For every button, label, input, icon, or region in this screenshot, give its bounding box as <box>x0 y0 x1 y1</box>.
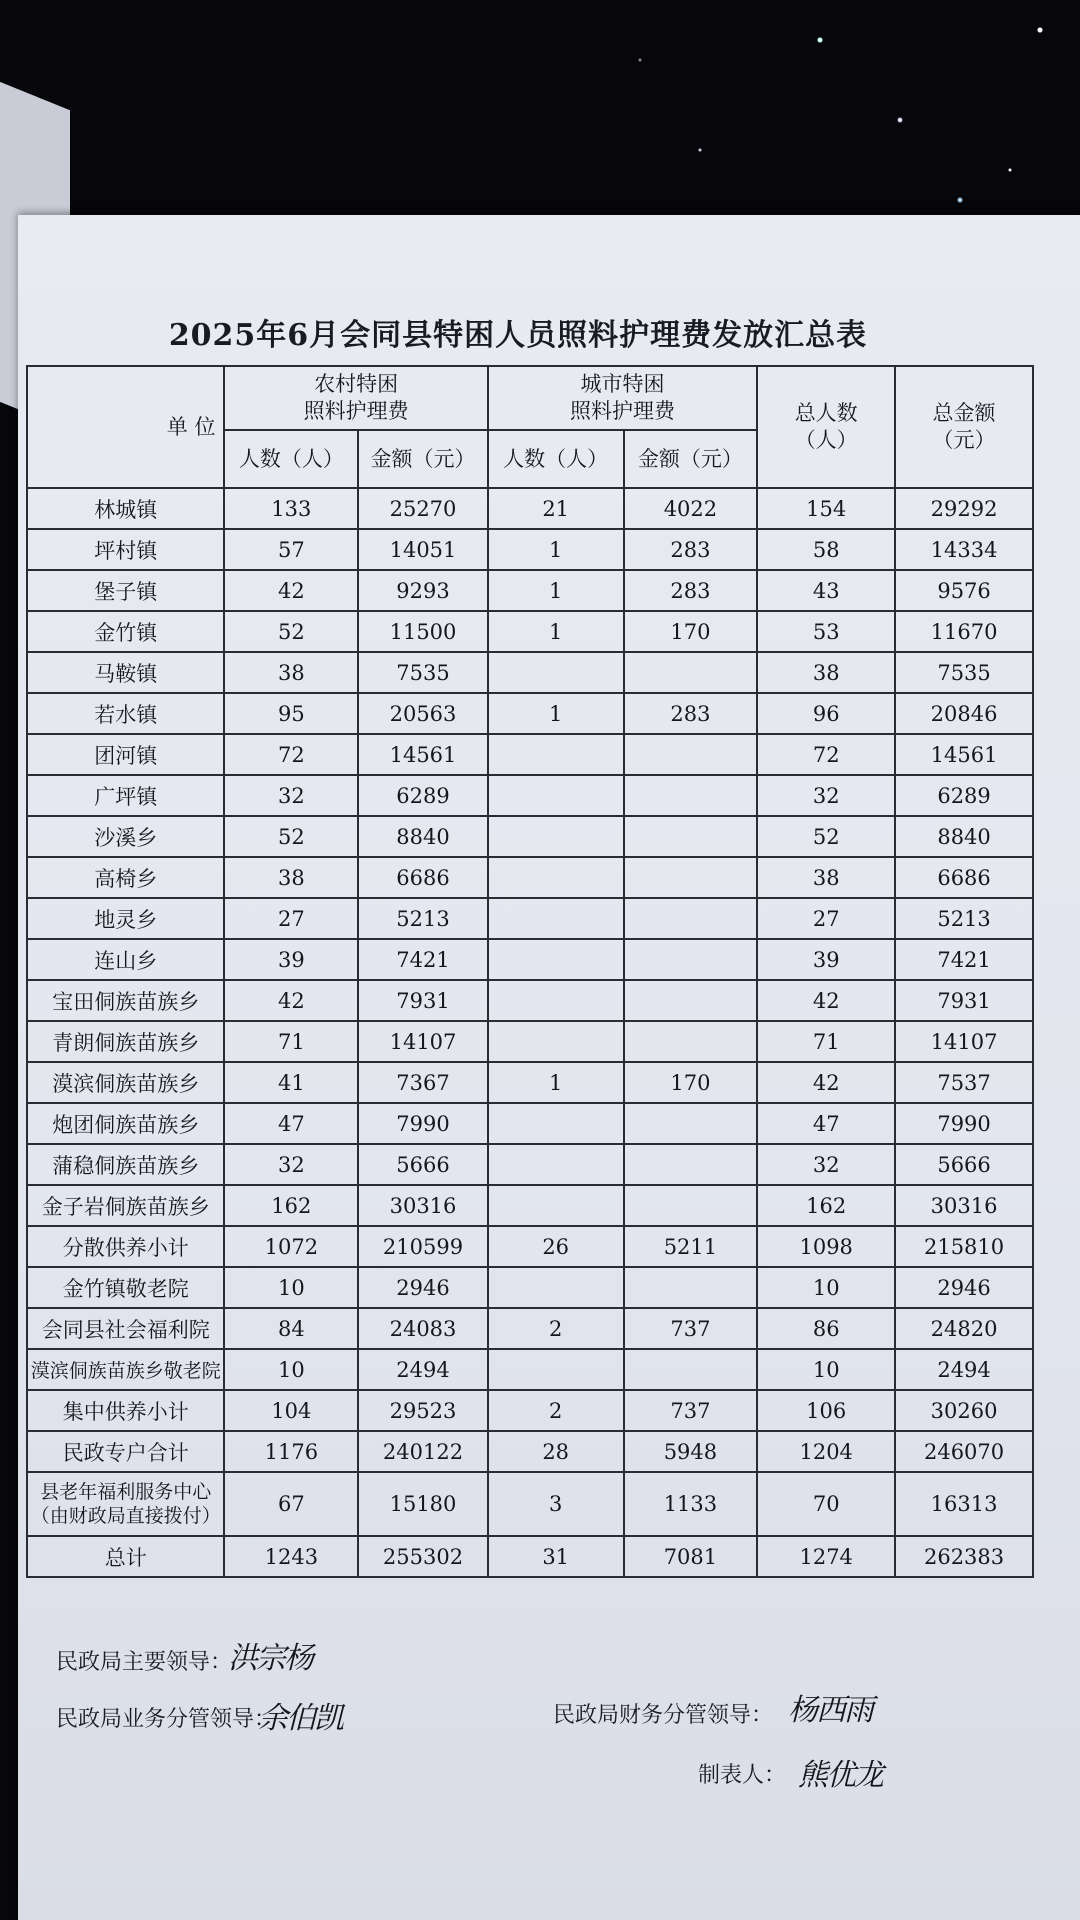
urban-persons-cell: 1 <box>488 693 624 734</box>
urban-amount-cell: 737 <box>624 1308 758 1349</box>
total-amount-cell: 6686 <box>895 857 1033 898</box>
urban-amount-cell <box>624 1185 758 1226</box>
total-amount-cell: 24820 <box>895 1308 1033 1349</box>
urban-persons-cell: 2 <box>488 1390 624 1431</box>
header-urban-group <box>488 366 757 430</box>
urban-persons-cell: 2 <box>488 1308 624 1349</box>
rural-amount-cell: 8840 <box>358 816 488 857</box>
header-urban-amount: 金额（元） <box>624 430 758 488</box>
table-row <box>27 1431 1033 1472</box>
unit-cell <box>27 1062 224 1103</box>
business-leader-signature: 余伯凯 <box>258 1701 342 1736</box>
table-row <box>27 1062 1033 1103</box>
rural-persons-cell: 95 <box>224 693 358 734</box>
total-persons-cell: 86 <box>757 1308 895 1349</box>
unit-cell <box>27 980 224 1021</box>
urban-persons-cell: 21 <box>488 488 624 529</box>
urban-persons-cell: 1 <box>488 611 624 652</box>
urban-amount-cell <box>624 898 758 939</box>
header-urban-persons: 人数（人） <box>488 430 624 488</box>
unit-name: 分散供养小计 <box>62 1235 189 1260</box>
unit-cell <box>27 1390 224 1431</box>
total-amount-cell: 14107 <box>895 1021 1033 1062</box>
unit-cell <box>27 1185 224 1226</box>
total-persons-cell: 42 <box>757 1062 895 1103</box>
urban-persons-cell <box>488 980 624 1021</box>
total-persons-cell: 27 <box>757 898 895 939</box>
table-row <box>27 1144 1033 1185</box>
unit-name: 若水镇 <box>94 702 158 727</box>
unit-name: 广坪镇 <box>94 784 158 809</box>
rural-persons-cell: 52 <box>224 816 358 857</box>
total-persons-cell: 1098 <box>757 1226 895 1267</box>
rural-amount-cell: 7535 <box>358 652 488 693</box>
table-row <box>27 652 1033 693</box>
unit-cell <box>27 1308 224 1349</box>
unit-cell <box>27 1536 224 1577</box>
table-row <box>27 1226 1033 1267</box>
rural-amount-cell: 24083 <box>358 1308 488 1349</box>
urban-persons-cell <box>488 939 624 980</box>
total-amount-cell: 30260 <box>895 1390 1033 1431</box>
total-persons-cell: 1204 <box>757 1431 895 1472</box>
table-row <box>27 857 1033 898</box>
header-urban-line2: 照料护理费 <box>570 399 676 423</box>
urban-amount-cell: 170 <box>624 1062 758 1103</box>
rural-amount-cell: 15180 <box>358 1472 488 1536</box>
total-persons-cell: 70 <box>757 1472 895 1536</box>
urban-amount-cell <box>624 775 758 816</box>
table-row <box>27 1349 1033 1390</box>
total-persons-cell: 58 <box>757 529 895 570</box>
total-persons-cell: 1274 <box>757 1536 895 1577</box>
table-row <box>27 980 1033 1021</box>
rural-amount-cell: 25270 <box>358 488 488 529</box>
rural-persons-cell: 1243 <box>224 1536 358 1577</box>
header-rural-group <box>224 366 487 430</box>
unit-cell <box>27 816 224 857</box>
table-row <box>27 1472 1033 1536</box>
preparer-label: 制表人： <box>698 1763 787 1788</box>
unit-cell <box>27 775 224 816</box>
total-amount-cell: 7537 <box>895 1062 1033 1103</box>
unit-name: 高椅乡 <box>94 866 158 891</box>
unit-cell <box>27 734 224 775</box>
rural-persons-cell: 84 <box>224 1308 358 1349</box>
urban-persons-cell <box>488 652 624 693</box>
header-unit: 单 位 <box>27 366 224 488</box>
table-row <box>27 1536 1033 1577</box>
rural-amount-cell: 240122 <box>358 1431 488 1472</box>
unit-note: （由财政局直接拨付） <box>30 1505 221 1527</box>
table-row <box>27 611 1033 652</box>
total-persons-cell: 71 <box>757 1021 895 1062</box>
business-leader-label: 民政局业务分管领导： <box>56 1707 277 1732</box>
rural-amount-cell: 2946 <box>358 1267 488 1308</box>
urban-amount-cell <box>624 652 758 693</box>
rural-persons-cell: 52 <box>224 611 358 652</box>
document-sheet <box>18 215 1080 1920</box>
preparer-signature: 熊优龙 <box>798 1758 882 1793</box>
urban-amount-cell: 737 <box>624 1390 758 1431</box>
total-amount-cell: 7931 <box>895 980 1033 1021</box>
unit-cell <box>27 939 224 980</box>
rural-persons-cell: 32 <box>224 1144 358 1185</box>
finance-leader-signature: 杨西雨 <box>788 1693 872 1728</box>
urban-amount-cell <box>624 980 758 1021</box>
table-row <box>27 898 1033 939</box>
total-amount-cell: 14334 <box>895 529 1033 570</box>
unit-name: 总计 <box>104 1545 147 1570</box>
table-row <box>27 693 1033 734</box>
unit-cell <box>27 1431 224 1472</box>
header-total-persons <box>757 366 895 488</box>
urban-amount-cell <box>624 857 758 898</box>
unit-cell <box>27 1349 224 1390</box>
urban-amount-cell <box>624 816 758 857</box>
unit-name: 团河镇 <box>94 743 158 768</box>
rural-persons-cell: 10 <box>224 1267 358 1308</box>
rural-amount-cell: 7367 <box>358 1062 488 1103</box>
table-row <box>27 1185 1033 1226</box>
urban-persons-cell: 31 <box>488 1536 624 1577</box>
rural-amount-cell: 2494 <box>358 1349 488 1390</box>
unit-name: 民政专户合计 <box>62 1440 189 1465</box>
header-rural-line2: 照料护理费 <box>303 399 409 423</box>
header-rural-amount: 金额（元） <box>358 430 488 488</box>
header-urban-line1: 城市特困 <box>580 372 665 396</box>
total-persons-cell: 47 <box>757 1103 895 1144</box>
document-title: 2025年6月会同县特困人员照料护理费发放汇总表 <box>168 318 868 353</box>
table-row <box>27 1308 1033 1349</box>
total-amount-cell: 7990 <box>895 1103 1033 1144</box>
rural-amount-cell: 11500 <box>358 611 488 652</box>
total-persons-cell: 32 <box>757 1144 895 1185</box>
urban-persons-cell <box>488 1267 624 1308</box>
total-persons-cell: 106 <box>757 1390 895 1431</box>
total-amount-cell: 29292 <box>895 488 1033 529</box>
total-persons-cell: 39 <box>757 939 895 980</box>
rural-amount-cell: 7990 <box>358 1103 488 1144</box>
unit-cell <box>27 652 224 693</box>
unit-cell <box>27 1226 224 1267</box>
rural-amount-cell: 30316 <box>358 1185 488 1226</box>
rural-persons-cell: 41 <box>224 1062 358 1103</box>
urban-persons-cell: 28 <box>488 1431 624 1472</box>
unit-cell <box>27 1103 224 1144</box>
rural-persons-cell: 1072 <box>224 1226 358 1267</box>
finance-leader-label: 民政局财务分管领导： <box>553 1703 774 1728</box>
rural-amount-cell: 29523 <box>358 1390 488 1431</box>
unit-name: 集中供养小计 <box>62 1399 189 1424</box>
urban-persons-cell: 1 <box>488 529 624 570</box>
urban-persons-cell <box>488 734 624 775</box>
header-total-persons-line2: （人） <box>794 428 858 452</box>
unit-cell <box>27 1144 224 1185</box>
total-amount-cell: 11670 <box>895 611 1033 652</box>
urban-persons-cell <box>488 1185 624 1226</box>
rural-persons-cell: 42 <box>224 570 358 611</box>
urban-persons-cell: 3 <box>488 1472 624 1536</box>
rural-persons-cell: 38 <box>224 857 358 898</box>
total-amount-cell: 16313 <box>895 1472 1033 1536</box>
rural-amount-cell: 7931 <box>358 980 488 1021</box>
total-amount-cell: 5213 <box>895 898 1033 939</box>
total-persons-cell: 42 <box>757 980 895 1021</box>
total-amount-cell: 2494 <box>895 1349 1033 1390</box>
unit-name: 漠滨侗族苗族乡 <box>52 1071 200 1096</box>
unit-name: 金子岩侗族苗族乡 <box>41 1194 210 1219</box>
urban-persons-cell <box>488 816 624 857</box>
rural-amount-cell: 7421 <box>358 939 488 980</box>
urban-amount-cell: 7081 <box>624 1536 758 1577</box>
unit-name: 炮团侗族苗族乡 <box>52 1112 200 1137</box>
unit-cell <box>27 898 224 939</box>
rural-persons-cell: 1176 <box>224 1431 358 1472</box>
total-persons-cell: 10 <box>757 1267 895 1308</box>
total-amount-cell: 6289 <box>895 775 1033 816</box>
total-persons-cell: 154 <box>757 488 895 529</box>
urban-persons-cell: 26 <box>488 1226 624 1267</box>
total-amount-cell: 215810 <box>895 1226 1033 1267</box>
urban-persons-cell: 1 <box>488 570 624 611</box>
unit-name: 县老年福利服务中心 <box>40 1481 212 1503</box>
table-body <box>27 488 1033 1577</box>
total-persons-cell: 96 <box>757 693 895 734</box>
urban-amount-cell: 5948 <box>624 1431 758 1472</box>
unit-name: 青朗侗族苗族乡 <box>52 1030 200 1055</box>
total-amount-cell: 7535 <box>895 652 1033 693</box>
unit-name: 堡子镇 <box>94 579 158 604</box>
urban-amount-cell: 1133 <box>624 1472 758 1536</box>
total-persons-cell: 72 <box>757 734 895 775</box>
rural-persons-cell: 32 <box>224 775 358 816</box>
table-row <box>27 570 1033 611</box>
total-persons-cell: 38 <box>757 652 895 693</box>
total-amount-cell: 262383 <box>895 1536 1033 1577</box>
total-amount-cell: 30316 <box>895 1185 1033 1226</box>
header-rural-persons: 人数（人） <box>224 430 358 488</box>
unit-name: 连山乡 <box>94 948 158 973</box>
total-amount-cell: 246070 <box>895 1431 1033 1472</box>
rural-persons-cell: 162 <box>224 1185 358 1226</box>
table-row <box>27 816 1033 857</box>
table-row <box>27 529 1033 570</box>
rural-persons-cell: 27 <box>224 898 358 939</box>
rural-amount-cell: 9293 <box>358 570 488 611</box>
urban-amount-cell <box>624 734 758 775</box>
urban-persons-cell <box>488 857 624 898</box>
urban-amount-cell <box>624 1021 758 1062</box>
total-amount-cell: 20846 <box>895 693 1033 734</box>
urban-persons-cell: 1 <box>488 1062 624 1103</box>
unit-name: 金竹镇 <box>94 620 158 645</box>
main-leader-signature: 洪宗杨 <box>228 1641 312 1676</box>
unit-name: 蒲稳侗族苗族乡 <box>52 1153 200 1178</box>
unit-name: 金竹镇敬老院 <box>62 1276 189 1301</box>
total-amount-cell: 9576 <box>895 570 1033 611</box>
rural-amount-cell: 14107 <box>358 1021 488 1062</box>
table-row <box>27 1267 1033 1308</box>
rural-persons-cell: 10 <box>224 1349 358 1390</box>
total-amount-cell: 5666 <box>895 1144 1033 1185</box>
rural-persons-cell: 67 <box>224 1472 358 1536</box>
header-total-amount-line1: 总金额 <box>932 401 996 425</box>
urban-persons-cell <box>488 1021 624 1062</box>
header-total-amount-line2: （元） <box>932 428 996 452</box>
unit-name: 漠滨侗族苗族乡敬老院 <box>30 1360 221 1382</box>
table-row <box>27 775 1033 816</box>
total-persons-cell: 162 <box>757 1185 895 1226</box>
unit-cell <box>27 1021 224 1062</box>
urban-persons-cell <box>488 1144 624 1185</box>
urban-amount-cell <box>624 1267 758 1308</box>
rural-amount-cell: 210599 <box>358 1226 488 1267</box>
unit-name: 坪村镇 <box>94 538 158 563</box>
unit-name: 林城镇 <box>94 497 158 522</box>
unit-cell <box>27 488 224 529</box>
rural-amount-cell: 5666 <box>358 1144 488 1185</box>
urban-persons-cell <box>488 775 624 816</box>
unit-cell <box>27 693 224 734</box>
header-total-amount <box>895 366 1033 488</box>
unit-name: 马鞍镇 <box>94 661 158 686</box>
urban-amount-cell <box>624 1349 758 1390</box>
total-persons-cell: 53 <box>757 611 895 652</box>
urban-persons-cell <box>488 898 624 939</box>
urban-amount-cell: 283 <box>624 693 758 734</box>
unit-cell <box>27 857 224 898</box>
header-rural-line1: 农村特困 <box>314 372 399 396</box>
rural-persons-cell: 38 <box>224 652 358 693</box>
rural-amount-cell: 5213 <box>358 898 488 939</box>
urban-persons-cell <box>488 1103 624 1144</box>
total-persons-cell: 38 <box>757 857 895 898</box>
unit-cell <box>27 529 224 570</box>
total-persons-cell: 32 <box>757 775 895 816</box>
rural-persons-cell: 42 <box>224 980 358 1021</box>
rural-persons-cell: 71 <box>224 1021 358 1062</box>
summary-table <box>26 365 1034 1578</box>
rural-persons-cell: 57 <box>224 529 358 570</box>
unit-cell <box>27 570 224 611</box>
main-leader-label: 民政局主要领导： <box>56 1650 233 1675</box>
unit-cell <box>27 1472 224 1536</box>
rural-persons-cell: 104 <box>224 1390 358 1431</box>
total-persons-cell: 52 <box>757 816 895 857</box>
urban-amount-cell <box>624 939 758 980</box>
unit-name: 宝田侗族苗族乡 <box>52 989 200 1014</box>
urban-amount-cell: 5211 <box>624 1226 758 1267</box>
rural-persons-cell: 47 <box>224 1103 358 1144</box>
unit-cell <box>27 1267 224 1308</box>
rural-persons-cell: 72 <box>224 734 358 775</box>
rural-persons-cell: 39 <box>224 939 358 980</box>
rural-amount-cell: 6686 <box>358 857 488 898</box>
unit-name: 会同县社会福利院 <box>41 1317 210 1342</box>
total-amount-cell: 8840 <box>895 816 1033 857</box>
rural-persons-cell: 133 <box>224 488 358 529</box>
total-persons-cell: 10 <box>757 1349 895 1390</box>
total-amount-cell: 14561 <box>895 734 1033 775</box>
urban-amount-cell: 170 <box>624 611 758 652</box>
urban-persons-cell <box>488 1349 624 1390</box>
urban-amount-cell: 4022 <box>624 488 758 529</box>
total-amount-cell: 7421 <box>895 939 1033 980</box>
table-row <box>27 939 1033 980</box>
total-persons-cell: 43 <box>757 570 895 611</box>
rural-amount-cell: 20563 <box>358 693 488 734</box>
urban-amount-cell: 283 <box>624 529 758 570</box>
table-row <box>27 1103 1033 1144</box>
table-row <box>27 1021 1033 1062</box>
unit-name: 地灵乡 <box>94 907 158 932</box>
rural-amount-cell: 14561 <box>358 734 488 775</box>
rural-amount-cell: 14051 <box>358 529 488 570</box>
unit-name: 沙溪乡 <box>94 825 158 850</box>
unit-cell <box>27 611 224 652</box>
urban-amount-cell <box>624 1103 758 1144</box>
urban-amount-cell: 283 <box>624 570 758 611</box>
table-row <box>27 1390 1033 1431</box>
header-total-persons-line1: 总人数 <box>794 401 858 425</box>
urban-amount-cell <box>624 1144 758 1185</box>
table-row <box>27 734 1033 775</box>
rural-amount-cell: 6289 <box>358 775 488 816</box>
total-amount-cell: 2946 <box>895 1267 1033 1308</box>
table-row <box>27 488 1033 529</box>
rural-amount-cell: 255302 <box>358 1536 488 1577</box>
